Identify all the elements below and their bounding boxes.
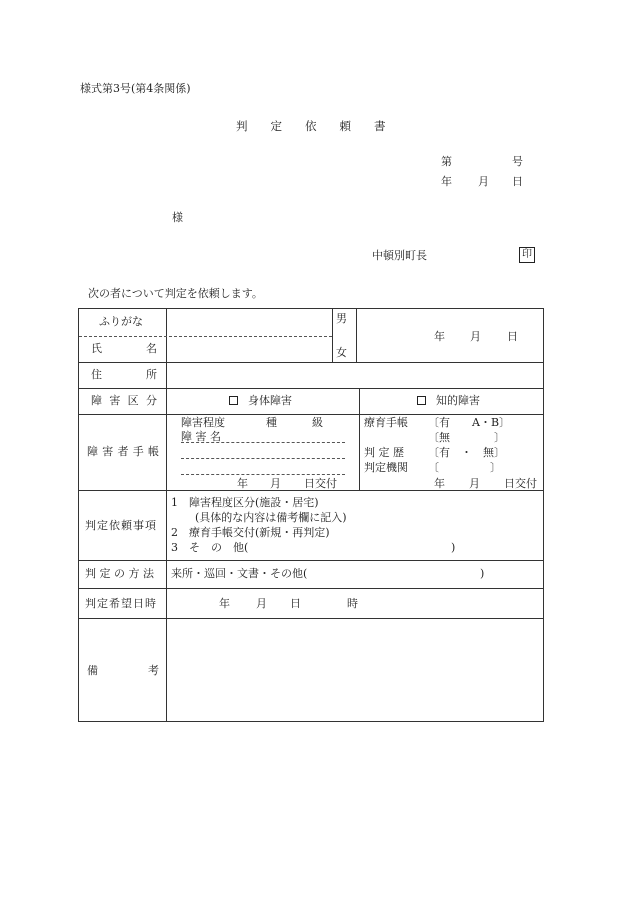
intro-text: 次の者について判定を依頼します。 — [88, 287, 263, 300]
desired-year: 年 — [219, 597, 230, 610]
agency-label: 判定機関 — [364, 461, 408, 474]
request-form-table — [78, 308, 544, 722]
handbook-label: 障 害 者 手 帳 — [87, 445, 159, 458]
handbook-disability-name-label: 障 害 名 — [181, 430, 221, 443]
handbook-issued-suffix: 日交付 — [304, 477, 337, 490]
ryoiku-label: 療育手帳 — [364, 416, 408, 429]
doc-number-suffix: 号 — [512, 155, 523, 168]
category-physical-option[interactable]: 身体障害 — [229, 394, 292, 408]
request-item-1[interactable]: 1 障害程度区分(施設・居宅) — [171, 496, 319, 509]
doc-number-label: 第 — [441, 155, 452, 168]
ryoiku-issued-year: 年 — [434, 477, 445, 490]
request-item-2[interactable]: 2 療育手帳交付(新規・再判定) — [171, 526, 330, 539]
name-label: 氏 名 — [91, 342, 157, 355]
request-item-1-note: (具体的な内容は備考欄に記入) — [195, 511, 347, 524]
furigana-label: ふりがな — [99, 315, 143, 328]
address-label: 住 所 — [91, 368, 157, 381]
remarks-field[interactable] — [167, 619, 541, 719]
handbook-degree-label: 障害程度 — [181, 416, 225, 429]
handbook-class-label: 種 — [266, 416, 277, 429]
page-title: 判定依頼書 — [236, 119, 409, 133]
date-day-label: 日 — [512, 175, 523, 188]
request-item-3[interactable]: 3 そ の 他( — [171, 541, 249, 554]
seal-mark: 印 — [519, 247, 535, 263]
category-label: 障 害 区 分 — [91, 394, 157, 407]
request-item-3-close: ) — [451, 541, 456, 554]
checkbox-icon[interactable] — [417, 396, 426, 405]
method-label: 判 定 の 方 法 — [85, 567, 154, 580]
gender-female[interactable]: 女 — [336, 346, 347, 359]
agency-open-bracket: 〔 — [428, 461, 439, 474]
desired-day: 日 — [290, 597, 301, 610]
desired-month: 月 — [256, 597, 267, 610]
ryoiku-issued-suffix: 日交付 — [504, 477, 537, 490]
method-options[interactable]: 来所・巡回・文書・その他( — [171, 567, 308, 580]
ryoiku-options[interactable]: 〔有 A・B〕 — [428, 416, 511, 429]
method-close: ) — [480, 567, 485, 580]
handbook-issued-month: 月 — [270, 477, 281, 490]
gender-male[interactable]: 男 — [336, 312, 347, 325]
history-label: 判 定 歴 — [364, 446, 404, 459]
date-month-label: 月 — [478, 175, 489, 188]
request-items-label: 判定依頼事項 — [85, 519, 157, 532]
date-year-label: 年 — [441, 175, 452, 188]
handbook-grade-label: 級 — [312, 416, 323, 429]
handbook-issued-year: 年 — [237, 477, 248, 490]
name-field[interactable] — [167, 338, 331, 361]
checkbox-icon[interactable] — [229, 396, 238, 405]
form-id: 様式第3号(第4条関係) — [80, 82, 191, 95]
desired-datetime-label: 判定希望日時 — [85, 597, 157, 610]
birth-year-label: 年 — [434, 330, 445, 343]
category-intellectual-option[interactable]: 知的障害 — [417, 394, 480, 408]
addressee-suffix: 様 — [172, 211, 183, 224]
ryoiku-issued-month: 月 — [469, 477, 480, 490]
furigana-field[interactable] — [167, 310, 331, 334]
issuer-name: 中頓別町長 — [372, 249, 427, 262]
birth-day-label: 日 — [507, 330, 518, 343]
agency-close-bracket: 〕 — [490, 461, 501, 474]
ryoiku-none-option[interactable]: 〔無 〕 — [428, 431, 505, 444]
remarks-label: 備 考 — [87, 664, 159, 677]
birth-month-label: 月 — [470, 330, 481, 343]
address-field[interactable] — [167, 363, 541, 387]
history-options[interactable]: 〔有 ・ 無〕 — [428, 446, 505, 459]
desired-hour: 時 — [347, 597, 358, 610]
